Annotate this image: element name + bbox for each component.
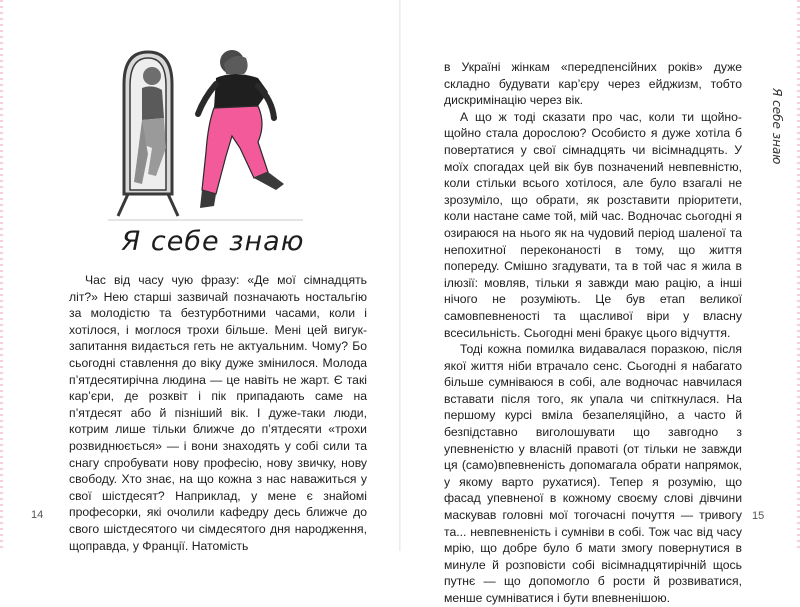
right-paragraph-2: А що ж тоді сказати про час, коли ти щойно-щойно стала дорослою? Особисто я дуже хотіла б повертатися у свої сімнадцять чи вісімнадцять. У моїх спогадах цей вік був позначений невпевністю, коли стільки всього хотілося, але було взагалі не зрозуміло, що обрати, як розставити пріоритети, коли настане саме той, мій час. Водночас сьогодні я озираюся на нього як на чудовий період шаленої та непохитної переконаності в тому, що життя попереду. Смішно згадувати, та в той час я жила в ілюзії: мовляв, тільки я завжди маю рацію, а інші нічого не розуміють. Це був етап великої самовпевненості та щасливої віри у власну всесильність. Сьогодні мені бракує цього відчуття. — [444, 109, 742, 340]
running-head: Я себе знаю — [770, 88, 784, 165]
woman-looking-in-mirror-illustration — [108, 44, 303, 224]
left-page-body — [69, 272, 367, 554]
left-paragraph-1: Час від часу чую фразу: «Де мої сімнадцять літ?» Нею старші зазвичай позначають ностальгію за молодістю та безтурботними часами, коли і хотілося, і моглося трохи більше. Мені цей вигук-запитання видається геть не актуальним. Чому? Бо сьогодні ставлення до віку дуже змінилося. Молода п’ятдесятирічна людина — це навіть не жарт. Є такі кар’єри, де розквіт і пік припадають саме на п’ятдесят або й пізніший вік. І дуже-таки люди, котрим лише тільки ближче до п’ятдесяти «трохи розвиднюється» — і вони знаходять у собі сили та снагу спробувати нову професію, нову звичку, нову свободу. Хто знає, на що кожна з нас наважиться у свої шістдесят? Наприклад, у мене є знайомі професорки, які очолили кафедру десь ближче до свого шістдесятого чи сімдесятого дня народження, щоправда, у Франції. Натомість — [69, 273, 367, 553]
right-page-body — [444, 59, 742, 607]
book-gutter — [399, 0, 401, 551]
page-number-right: 15 — [752, 510, 765, 522]
right-paragraph-3: Тоді кожна помилка видавалася поразкою, після якої життя ніби втрачало сенс. Сьогодні я набагато більше сумніваюся в собі, але водночас навчилася вставати після того, як упала чи спіткнулася. На першому курсі вміла безапеляційно, а часто й безпідставно виголошувати що завгодно з упевненістю у власній правоті (от тільки не завжди ця (само)впевненість допомагала обрати напрямок, у якому варто рухатися). Тепер я розумію, що фасад упевненої в кожному своєму слові дівчини маскував головні мої тогочасні почуття — тривогу та... невпевненість і сумніви в собі. Тож час від часу мрію, що добре було б мати змогу повернутися в минуле й розповісти собі вісімнадцятирічній щось путнє — що допомогло б рости й розвиватися, менше сумніватися і бути впевненішою. — [444, 342, 742, 605]
right-paragraph-1: в Україні жінкам «передпенсійних років» дуже складно будувати кар’єру через ейджизм, тобто дискримінацію через вік. — [444, 60, 742, 108]
page-number-left: 14 — [31, 509, 44, 521]
chapter-title: Я себе знаю — [121, 226, 305, 257]
page-edge-left — [0, 0, 3, 551]
